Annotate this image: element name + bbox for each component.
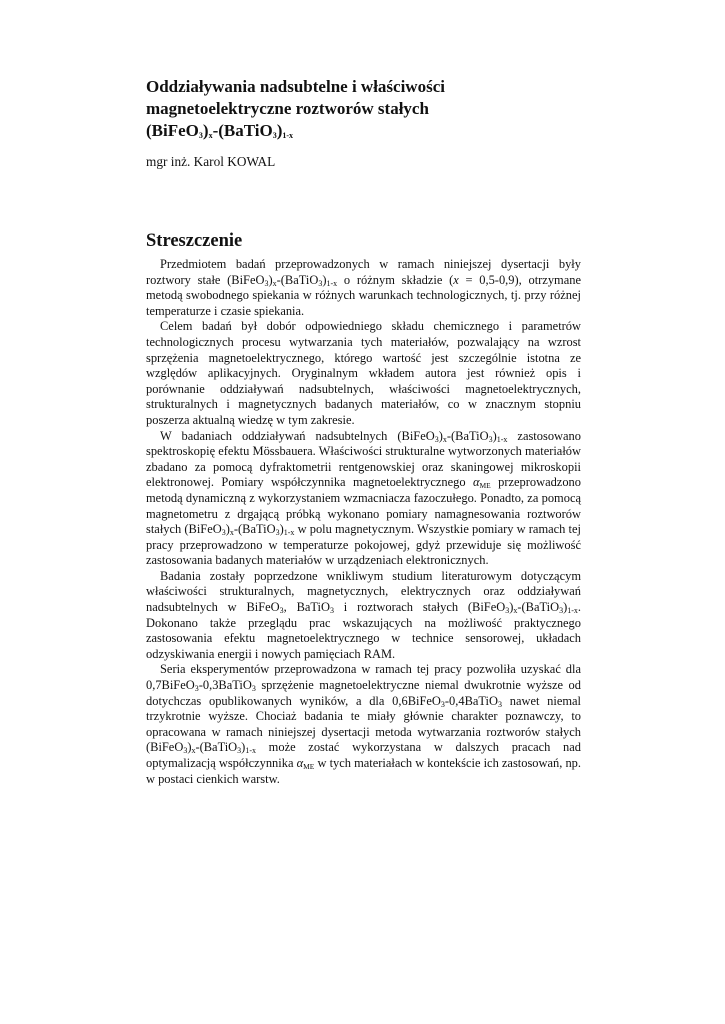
author-name: mgr inż. Karol KOWAL [146,154,276,169]
abstract-paragraph-2: Celem badań był dobór odpowiedniego składu chemicznego i parametrów technologicznych procesu wytwarzania tych materiałów, pozwalający na wzrost sprzężenia magnetoelektrycznego, którego wartość jest szczególnie istotna ze względów aplikacyjnych. Oryginalnym wkładem autora jest również opis i porównanie oddziaływań nadsubtelnych, właściwości magnetoelektrycznych, strukturalnych i magnetycznych badanych materiałów, co w znacznym stopniu poszerza aktualną wiedzę w tym zakresie. [146,319,581,427]
abstract-paragraph-5: Seria eksperymentów przeprowadzona w ramach tej pracy pozwoliła uzyskać dla 0,7BiFeO$_3$-0,3BaTiO$_3$ sprzężenie magnetoelektryczne niemal dwukrotnie wyższe od dotychczas opublikowanych wyników, a dla 0,6BiFeO$_3$-0,4BaTiO$_3$ nawet niemal trzykrotnie wyższe. Chociaż badania te miały głównie charakter poznawczy, to opracowana w ramach niniejszej dysertacji metoda wytwarzania roztworów stałych $(BiFeO_3)_x-(BaTiO_3)_{1-x}$ może zostać wykorzystana w dalszych pracach nad optymalizacją współczynnika $\alpha_{ME}$ w tych materiałach w kontekście ich zastosowań, np. w postaci cienkich warstw. [146,662,582,786]
abstract-paragraph-3: W badaniach oddziaływań nadsubtelnych $(BiFeO_3)_x-(BaTiO_3)_{1-x}$ zastosowano spektroskopię efektu Mössbauera. Właściwości strukturalne wytworzonych materiałów zbadano za pomocą dyfraktometrii rentgenowskiej oraz skaningowej mikroskopii elektronowej. Pomiary współczynnika magnetoelektrycznego $\alpha_{ME}$ przeprowadzono metodą dynamiczną z wykorzystaniem wzmacniacza fazoczułego. Ponadto, za pomocą magnetometru z drgającą próbką wykonano pomiary namagnesowania roztworów stałych $(BiFeO_3)_x-(BaTiO_3)_{1-x}$ w polu magnetycznym. Wszystkie pomiary w ramach tej pracy przeprowadzono w temperaturze pokojowej, gdyż przewiduje się możliwość zastosowania badanych materiałów w urządzeniach elektronicznych. [146,428,581,568]
title-formula: $(BiFeO_3)_x-(BaTiO_3)_{1-x}$ [146,121,294,140]
abstract-paragraph-4: Badania zostały poprzedzone wnikliwym studium literaturowym dotyczącym właściwości strukturalnych, magnetycznych, elektrycznych oraz oddziaływań nadsubtelnych w BiFeO$_3$, BaTiO$_3$ i roztworach stałych $(BiFeO_3)_x-(BaTiO_3)_{1-x}$. Dokonano także przeglądu prac wskazujących na możliwość praktycznego zastosowania efektu magnetoelektrycznego w technice sensorowej, układach odzyskiwania energii i nowych pamięciach RAM. [146,568,581,661]
abstract-paragraph-1: Przedmiotem badań przeprowadzonych w ramach niniejszej dysertacji były roztwory stałe $(BiFeO_3)_x-(BaTiO_3)_{1-x}$ o różnym składzie (x = 0,5-0,9), otrzymane metodą swobodnego spiekania w różnych warunkach technologicznych, tj. przy różnej temperaturze i czasie spiekania. [146,257,581,318]
abstract-body [146,257,581,787]
document-title [146,76,581,142]
section-heading-abstract: Streszczenie [146,231,243,251]
document-page [146,76,581,787]
title-line-1: Oddziaływania nadsubtelne i właściwości [146,77,445,96]
title-line-2: magnetoelektryczne roztworów stałych [146,99,429,118]
